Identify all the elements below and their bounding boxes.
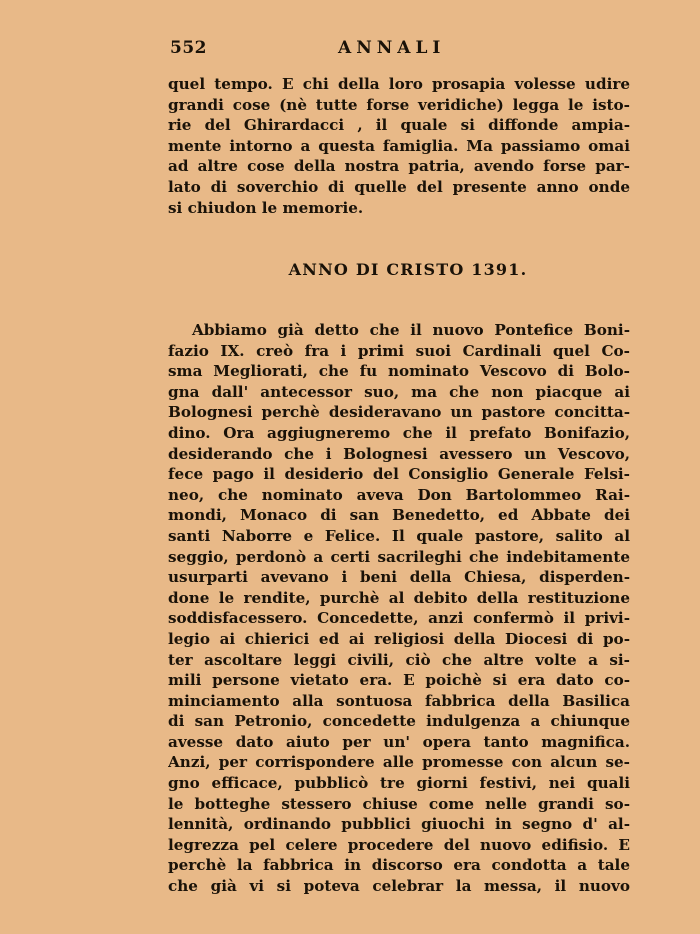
text-line: gna dall' antecessor suo, ma che non piacque ai: [168, 382, 630, 401]
text-line: lato di soverchio di quelle del presente anno onde: [168, 177, 630, 196]
text-line: fece pago il desiderio del Consiglio Generale Felsi-: [168, 465, 630, 484]
text-line: legrezza pel celere procedere del nuovo edifisio. E: [168, 835, 630, 854]
text-line: sma Megliorati, che fu nominato Vescovo di Bolo-: [168, 362, 630, 381]
running-head: [168, 38, 630, 62]
text-line: mente intorno a questa famiglia. Ma passiamo omai: [168, 136, 630, 155]
text-line: neo, che nominato aveva Don Bartolommeo Rai-: [168, 485, 630, 504]
text-line: done le rendite, purchè al debito della restituzione: [168, 588, 630, 607]
text-line: si chiudon le memorie.: [168, 198, 364, 217]
text-line: usurparti avevano i beni della Chiesa, disperden-: [168, 568, 630, 587]
text-line: legio ai chierici ed ai religiosi della Diocesi di po-: [168, 629, 630, 648]
text-line: seggio, perdonò a certi sacrileghi che indebitamente: [168, 547, 630, 566]
text-line: Anzi, per corrispondere alle promesse con alcun se-: [168, 753, 630, 772]
text-line: quel tempo. E chi della loro prosapia volesse udire: [168, 75, 630, 93]
page-number: 552: [170, 38, 207, 58]
text-line: mili persone vietato era. E poichè si era dato co-: [168, 671, 630, 690]
text-line: santi Naborre e Felice. Il quale pastore, salito al: [168, 526, 630, 545]
text-line: Bolognesi perchè desideravano un pastore concitta-: [168, 403, 630, 422]
running-title: ANNALI: [338, 38, 446, 58]
paragraph-continuation: [168, 74, 630, 218]
text-line: ter ascoltare leggi civili, ciò che altre volte a si-: [168, 650, 630, 669]
text-line: dino. Ora aggiugneremo che il prefato Bonifazio,: [168, 423, 630, 442]
text-line: Abbiamo già detto che il nuovo Pontefice Boni-: [192, 321, 630, 339]
text-line: mondi, Monaco di san Benedetto, ed Abbate dei: [168, 506, 630, 525]
text-line: avesse dato aiuto per un' opera tanto magnifica.: [168, 732, 630, 751]
text-line: grandi cose (nè tutte forse veridiche) legga le isto-: [168, 95, 630, 114]
text-line: rie del Ghirardacci , il quale si diffonde ampia-: [168, 116, 630, 135]
text-line: che già vi si poteva celebrar la messa, il nuovo: [168, 877, 630, 896]
text-line: lennità, ordinando pubblici giuochi in segno d' al-: [168, 815, 630, 834]
text-line: ad altre cose della nostra patria, avendo forse par-: [168, 157, 630, 176]
text-line: fazio IX. creò fra i primi suoi Cardinali quel Co-: [168, 341, 630, 360]
text-line: le botteghe stessero chiuse come nelle grandi so-: [168, 794, 630, 813]
text-line: soddisfacessero. Concedette, anzi confermò il privi-: [168, 609, 630, 628]
text-line: di san Petronio, concedette indulgenza a chiunque: [168, 712, 630, 731]
paragraph-main: [168, 320, 630, 897]
section-heading: ANNO DI CRISTO 1391.: [288, 260, 528, 279]
text-line: minciamento alla sontuosa fabbrica della Basilica: [168, 691, 630, 710]
text-line: gno efficace, pubblicò tre giorni festivi, nei quali: [168, 774, 630, 793]
text-line: desiderando che i Bolognesi avessero un Vescovo,: [168, 444, 630, 463]
text-line: perchè la fabbrica in discorso era condotta a tale: [168, 856, 630, 875]
